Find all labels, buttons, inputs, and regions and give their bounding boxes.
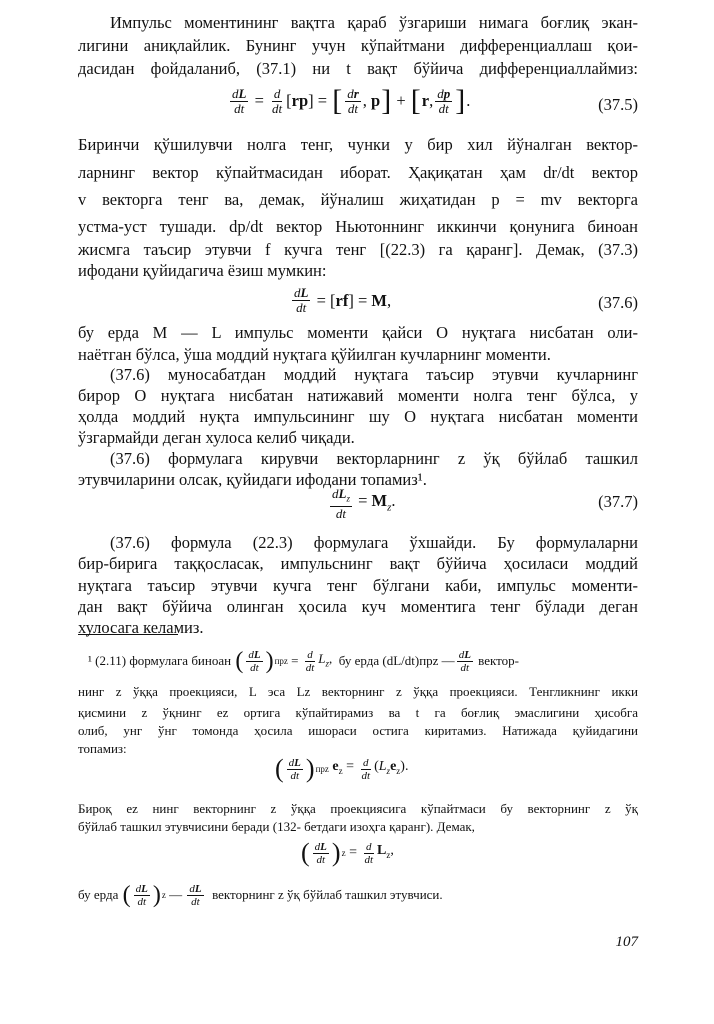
equation-number-37-5: (37.5): [598, 95, 638, 114]
footnote-divider: [78, 634, 178, 635]
p1-line-2: лигини аниқлайлик. Бунинг учун кўпайтмани дифференциаллаш қои-: [78, 36, 638, 55]
footnote-last-lead: бу ерда: [78, 887, 119, 902]
equation-37-5: $\frac{dL}{dt}$ = $\frac{d}{dt}$ [rp] = [ $\frac{dr}{dt}$ , p ] + [ r, $\frac{dp}{dt}$ ] .: [232, 84, 471, 117]
p6-line-1: (37.6) формула (22.3) формулага ўхшайди. Бу формулаларни: [110, 533, 638, 552]
p1-line-3: дасидан фойдаланиб, (37.1) ни t вақт бўйича дифференциаллаймиз:: [78, 59, 638, 78]
equation-37-7: $\frac{dL_z}{dt}$ = $M_z$.: [332, 486, 396, 521]
footnote-line-2: нинг z ўққа проекцияси, L эса Lz векторнинг z ўққа проекцияси. Тенгликнинг икки: [78, 684, 638, 699]
footnote-line-1: ¹ (2.11) формулага биноан ( $\frac{dL}{dt}$ ) прz = $\frac{d}{dt}$ $L_z$, бу ерда (dL/dt)прz — $\frac{dL}{dt}$ вектор-: [88, 648, 519, 674]
p5-line-2: этувчиларини олсак, қуйидаги ифодани топамиз¹.: [78, 470, 427, 489]
p4-line-3: ҳолда моддий нуқта импульсининг шу O нуқтага нисбатан моменти: [78, 407, 638, 426]
p6-line-2: бир-бирига таққосласак, импульснинг вақт бўйича ҳосиласи моддий: [78, 554, 638, 573]
p3-line-1: бу ерда M — L импульс моменти қайси O нуқтага нисбатан оли-: [78, 323, 638, 342]
p3-line-2: наётган бўлса, ўша моддий нуқтага қўйилган кучларнинг моменти.: [78, 345, 551, 364]
footnote-equation-2: ( $\frac{dL}{dt}$ ) z = $\frac{d}{dt}$ $L_z$,: [301, 838, 394, 867]
p4-line-1: (37.6) муносабатдан моддий нуқтага таъсир этувчи кучларнинг: [110, 365, 638, 384]
footnote-lead: ¹ (2.11) формулага биноан: [88, 653, 232, 668]
equation-37-6: $\frac{dL}{dt}$ = [rf] = M,: [294, 285, 392, 315]
p2-line-5: жисмга таъсир этувчи f кучга тенг [(22.3) га қаранг]. Демак, (37.3): [78, 240, 638, 259]
p2-line-1: Биринчи қўшилувчи нолга тенг, чунки у бир хил йўналган вектор-: [78, 135, 638, 154]
equation-number-37-6: (37.6): [598, 293, 638, 312]
footnote-vector-hyphen: вектор-: [478, 653, 519, 668]
p1-line-1: Импульс моментининг вақтга қараб ўзгариши нимага боғлиқ экан-: [110, 13, 638, 32]
footnote-equation-1: ( $\frac{dL}{dt}$ ) прz $e_z$ = $\frac{d}{dt}$ $(L_ze_z)$.: [275, 754, 409, 783]
footnote-line-4: олиб, унг ўнг томонда ҳосила ишораси остига киритамиз. Натижада қуйидагини: [78, 723, 638, 738]
p2-line-6: ифодани қуйидагича ёзиш мумкин:: [78, 261, 327, 280]
equation-number-37-7: (37.7): [598, 492, 638, 511]
p5-line-1: (37.6) формулага кирувчи векторларнинг z ўқ бўйлаб ташкил: [110, 449, 638, 468]
footnote-line-7: бўйлаб ташкил этувчисини беради (132- бетдаги изоҳга қаранг). Демак,: [78, 819, 475, 834]
footnote-line-8: бу ерда ( $\frac{dL}{dt}$ ) z — $\frac{dL}{dt}$ векторнинг z ўқ бўйлаб ташкил этувчиси.: [78, 882, 443, 908]
p2-line-3: v векторга тенг ва, демак, йўналиш жиҳатидан p = mv векторга: [78, 190, 638, 209]
footnote-line-3: қисмини z ўқнинг ez ортига кўпайтирамиз ва t га боғлиқ эмаслигини ҳисобга: [78, 705, 638, 720]
p6-line-4: дан вақт бўйича олинган ҳосила куч моментига тенг бўлади деган: [78, 597, 638, 616]
p2-line-2: ларнинг вектор кўпайтмасидан иборат. Ҳақиқатан ҳам dr/dt вектор: [78, 163, 638, 182]
page-number: 107: [615, 934, 638, 950]
footnote-line-5: топамиз:: [78, 741, 127, 756]
p2-line-4: устма-уст тушади. dp/dt вектор Ньютоннинг иккинчи қонунига биноан: [78, 217, 638, 236]
p6-line-5: хулосага келамиз.: [78, 618, 204, 637]
footnote-last-tail: векторнинг z ўқ бўйлаб ташкил этувчиси.: [212, 887, 443, 902]
footnote-where: бу ерда (dL/dt)прz —: [338, 653, 455, 668]
p4-line-2: бирор O нуқтага нисбатан натижавий моменти нолга тенг бўлса, у: [78, 386, 638, 405]
p4-line-4: ўзгармайди деган хулоса келиб чиқади.: [78, 428, 355, 447]
p6-line-3: нуқтага таъсир этувчи кучга тенг бўлгани каби, импульс моменти-: [78, 576, 638, 595]
footnote-line-6: Бироқ ez нинг векторнинг z ўққа проекциясига кўпайтмаси бу векторнинг z ўқ: [78, 801, 638, 816]
